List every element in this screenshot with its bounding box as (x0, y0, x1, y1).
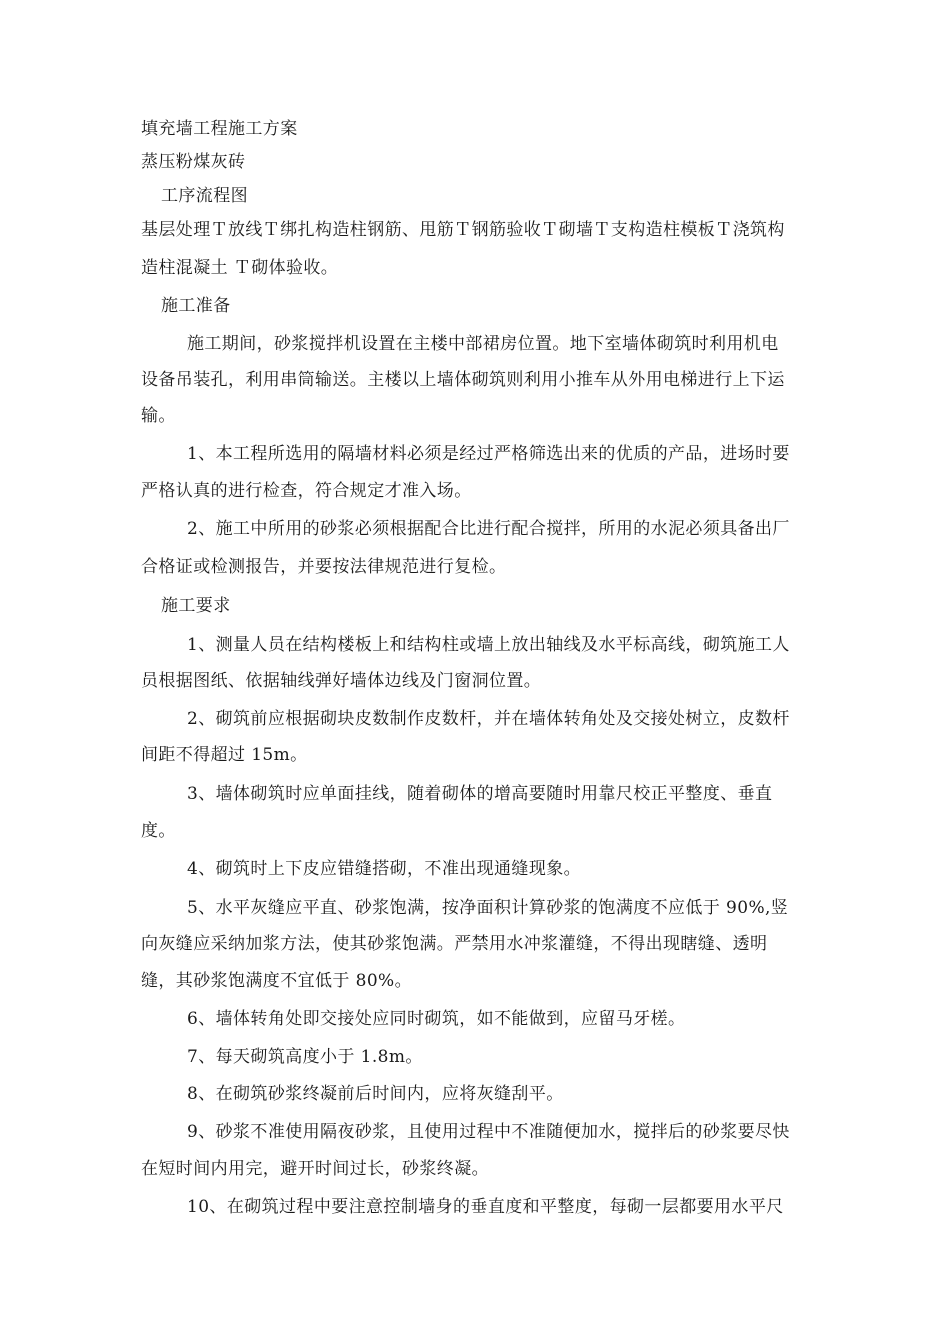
requirement-item-5-line-1: 5、水平灰缝应平直、砂浆饱满，按净面积计算砂浆的饱满度不应低于 90%,竖 (187, 898, 789, 918)
preparation-heading: 施工准备 (161, 296, 231, 316)
requirement-item-2-line-2: 间距不得超过 15m。 (141, 745, 308, 765)
requirement-item-3-line-2: 度。 (141, 821, 176, 841)
document-title: 填充墙工程施工方案 (141, 119, 298, 139)
document-subtitle: 蒸压粉煤灰砖 (141, 152, 246, 172)
requirement-item-2-line-1: 2、砌筑前应根据砌块皮数制作皮数杆，并在墙体转角处及交接处树立，皮数杆 (187, 709, 790, 729)
preparation-paragraph-line-1: 施工期间，砂浆搅拌机设置在主楼中部裙房位置。地下室墙体砌筑时利用机电 (187, 334, 779, 354)
preparation-paragraph-line-2: 设备吊装孔，利用串筒输送。主楼以上墙体砌筑则利用小推车从外用电梯进行上下运 (141, 370, 785, 390)
requirement-item-5-line-2: 向灰缝应采纳加浆方法，使其砂浆饱满。严禁用水冲浆灌缝，不得出现瞎缝、透明 (141, 934, 768, 954)
requirement-item-10-line-1: 10、在砌筑过程中要注意控制墙身的垂直度和平整度，每砌一层都要用水平尺 (187, 1197, 784, 1217)
requirement-item-4-line-1: 4、砌筑时上下皮应错缝搭砌，不准出现通缝现象。 (187, 859, 582, 879)
process-flow-line-1: 基层处理Ｔ放线Ｔ绑扎构造柱钢筋、甩筋Ｔ钢筋验收Ｔ砌墙Ｔ支构造柱模板Ｔ浇筑构 (141, 220, 785, 240)
requirement-item-5-line-3: 缝，其砂浆饱满度不宜低于 80%。 (141, 971, 412, 991)
preparation-item-2-line-1: 2、施工中所用的砂浆必须根据配合比进行配合搅拌，所用的水泥必须具备出厂 (187, 519, 790, 539)
requirement-item-9-line-2: 在短时间内用完，避开时间过长，砂浆终凝。 (141, 1159, 489, 1179)
preparation-item-1-line-2: 严格认真的进行检查，符合规定才准入场。 (141, 481, 472, 501)
preparation-item-1-line-1: 1、本工程所选用的隔墙材料必须是经过严格筛选出来的优质的产品，进场时要 (187, 444, 790, 464)
requirement-item-9-line-1: 9、砂浆不准使用隔夜砂浆，且使用过程中不准随便加水，搅拌后的砂浆要尽快 (187, 1122, 790, 1142)
process-flow-line-2: 造柱混凝土 Ｔ砌体验收。 (141, 258, 339, 278)
requirement-item-8-line-1: 8、在砌筑砂浆终凝前后时间内，应将灰缝刮平。 (187, 1084, 564, 1104)
requirement-item-1-line-1: 1、测量人员在结构楼板上和结构柱或墙上放出轴线及水平标高线，砌筑施工人 (187, 635, 790, 655)
process-heading: 工序流程图 (161, 186, 248, 206)
preparation-paragraph-line-3: 输。 (141, 406, 176, 426)
requirement-item-7-line-1: 7、每天砌筑高度小于 1.8m。 (187, 1047, 423, 1067)
requirements-heading: 施工要求 (161, 596, 231, 616)
requirement-item-6-line-1: 6、墙体转角处即交接处应同时砌筑，如不能做到，应留马牙槎。 (187, 1009, 686, 1029)
requirement-item-1-line-2: 员根据图纸、依据轴线弹好墙体边线及门窗洞位置。 (141, 671, 542, 691)
preparation-item-2-line-2: 合格证或检测报告，并要按法律规范进行复检。 (141, 557, 507, 577)
requirement-item-3-line-1: 3、墙体砌筑时应单面挂线，随着砌体的增高要随时用靠尺校正平整度、垂直 (187, 784, 773, 804)
